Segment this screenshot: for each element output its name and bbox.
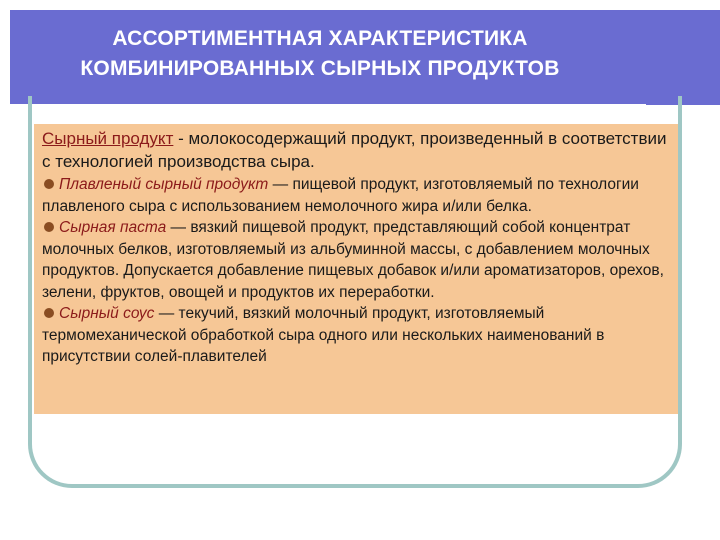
item-definition: — пищевой продукт, изготовляемый по технологии плавленого сыра с использованием немолочного жира и/или белка.	[42, 176, 639, 215]
intro-paragraph	[42, 127, 670, 173]
intro-definition: - молокосодержащий продукт, произведенный в соответствии с технологией производства сыра.	[42, 129, 667, 171]
item-term: Плавленый сырный продукт	[59, 176, 269, 193]
item-term: Сырный соус	[59, 305, 155, 322]
slide-title	[20, 24, 620, 84]
title-line-2: КОМБИНИРОВАННЫХ СЫРНЫХ ПРОДУКТОВ	[80, 57, 560, 80]
bullet-dot-icon	[44, 308, 54, 318]
list-item	[42, 217, 670, 303]
bullet-dot-icon	[44, 222, 54, 232]
title-line-1: АССОРТИМЕНТНАЯ ХАРАКТЕРИСТИКА	[112, 27, 528, 50]
item-definition: — текучий, вязкий молочный продукт, изготовляемый термомеханической обработкой сыра одного или нескольких наименований в присутствии солей-плавителей	[42, 305, 605, 365]
list-item	[42, 174, 670, 217]
item-definition: — вязкий пищевой продукт, представляющий собой концентрат молочных белков, изготовляемый из альбуминной массы, с добавлением молочных продуктов. Допускается добавление пищевых добавок и/или ароматизаторов, орехов, зелени, фруктов, овощей и продуктов их переработки.	[42, 219, 664, 301]
item-term: Сырная паста	[59, 219, 167, 236]
definition-box	[34, 124, 678, 414]
intro-term: Сырный продукт	[42, 129, 174, 148]
list-item	[42, 303, 670, 368]
bullet-dot-icon	[44, 179, 54, 189]
